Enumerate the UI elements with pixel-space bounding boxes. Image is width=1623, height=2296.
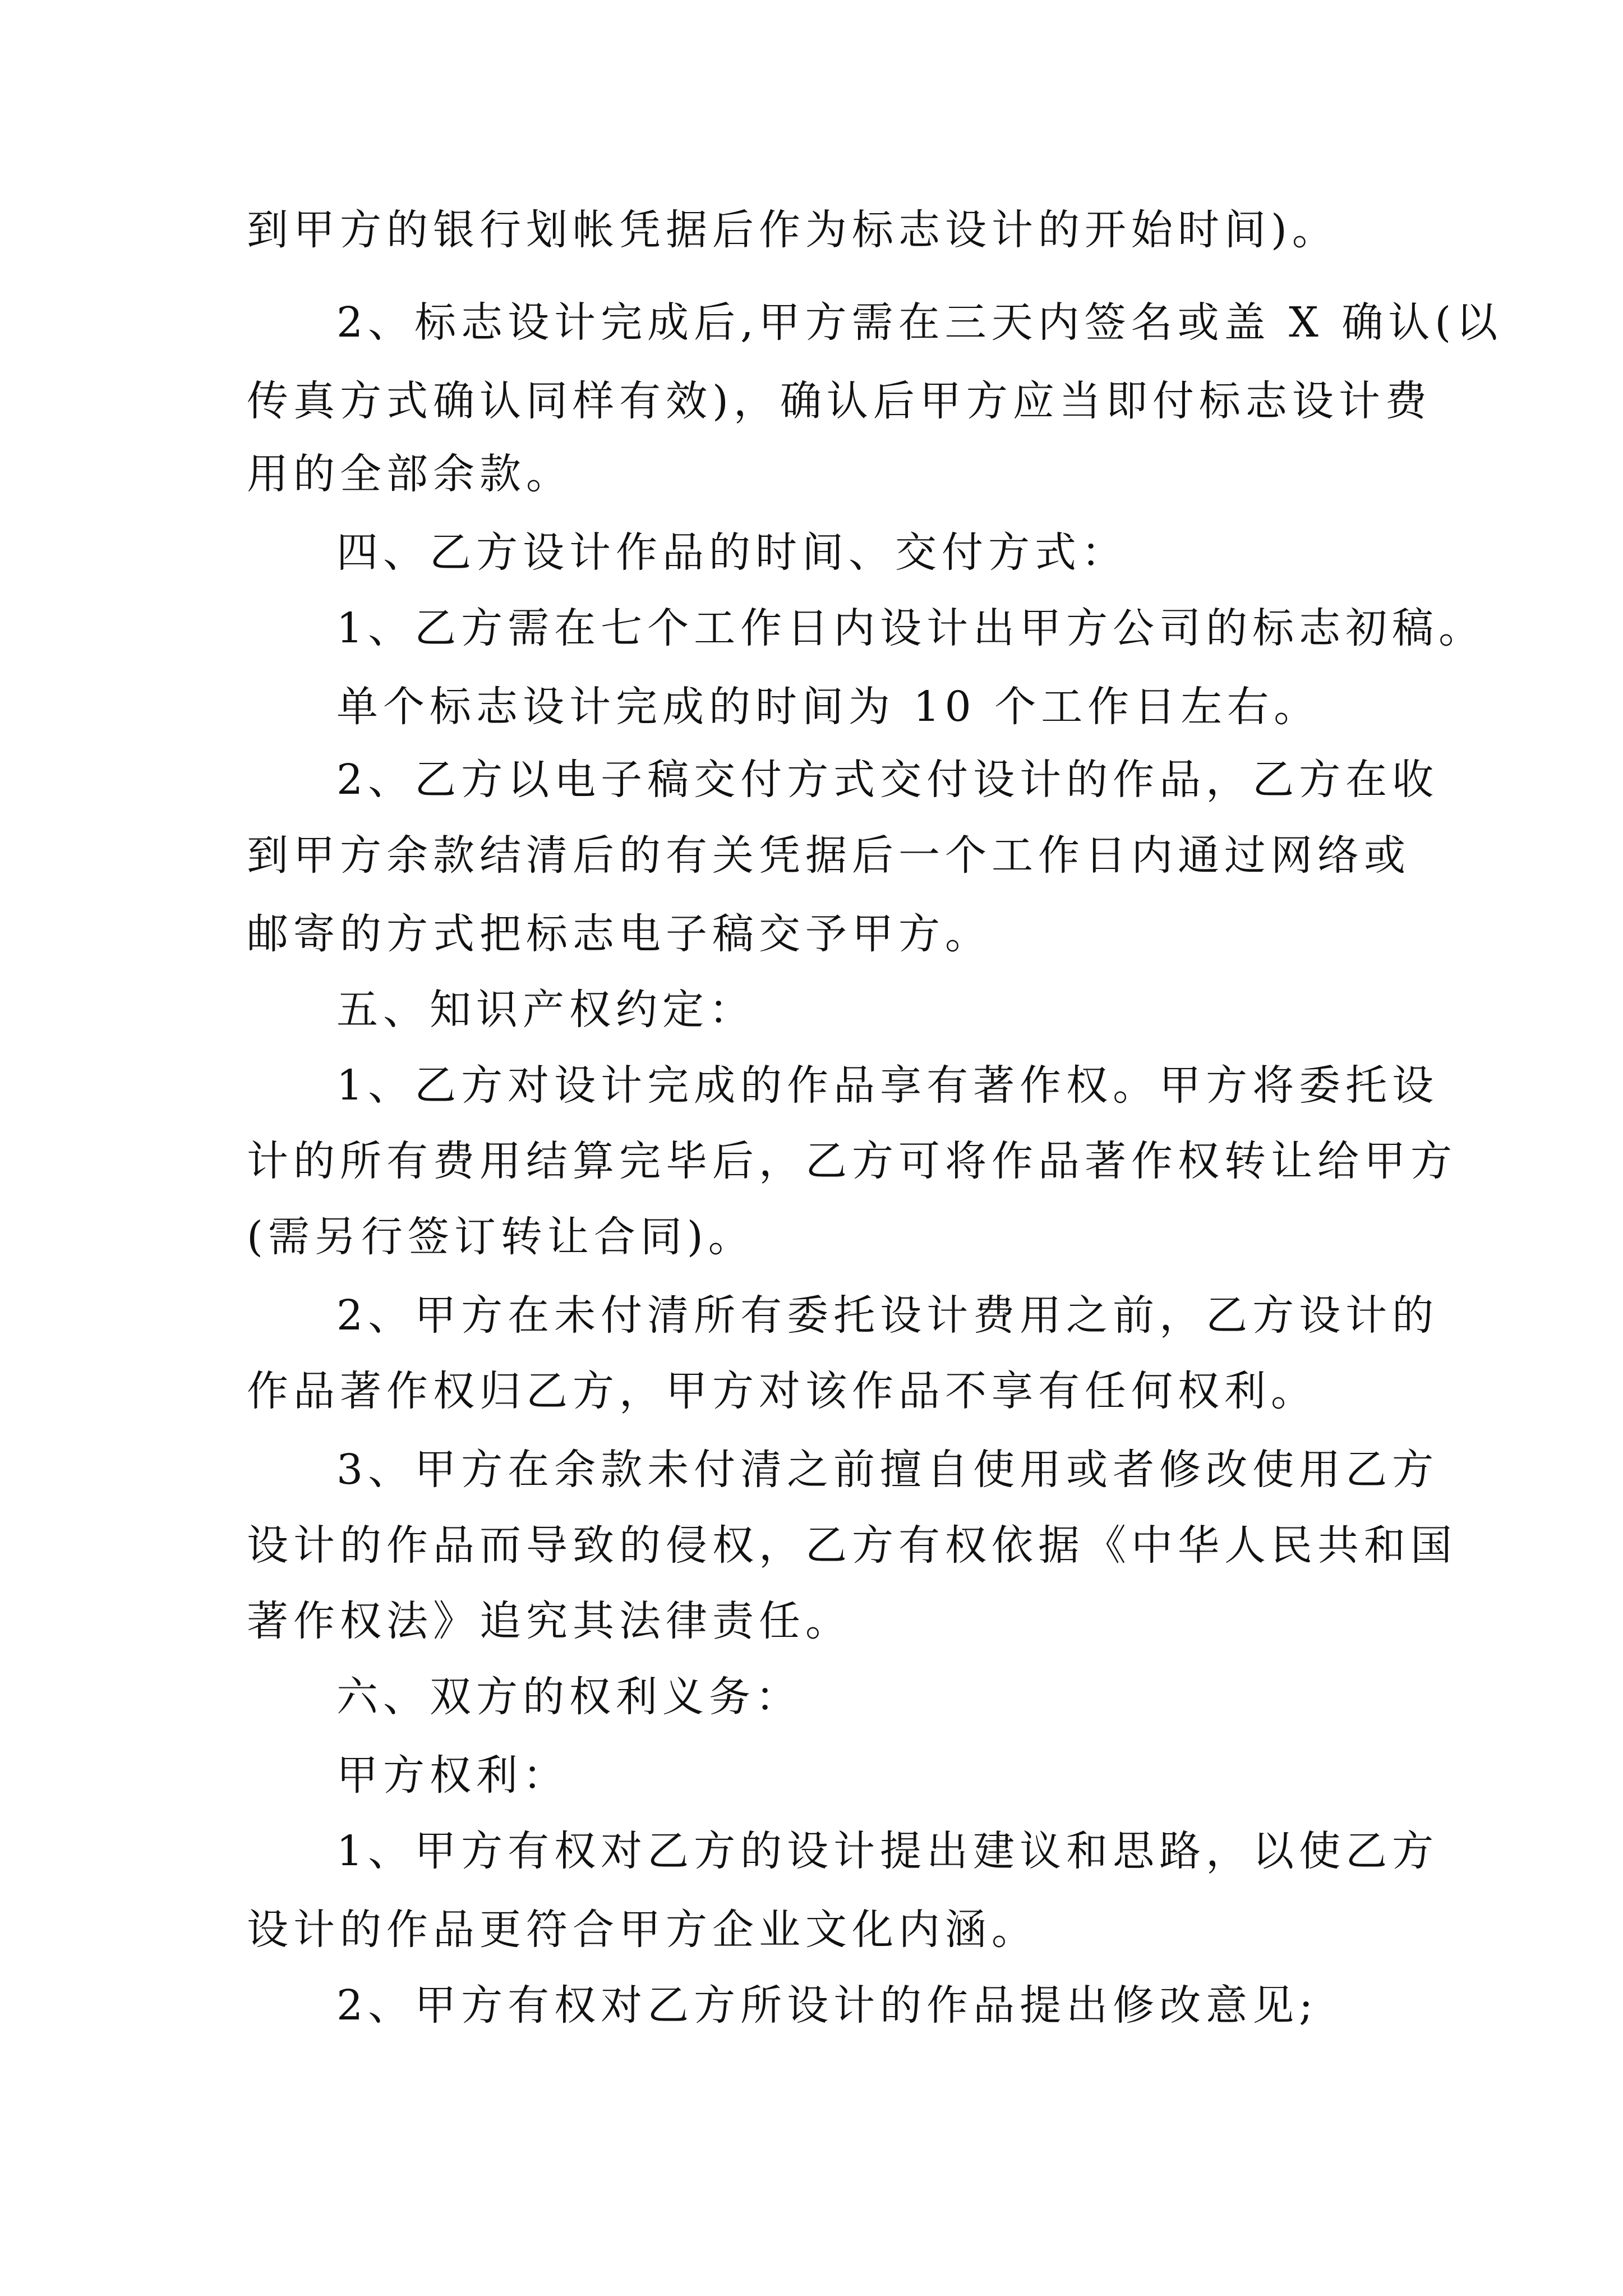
text-line: 2、乙方以电子稿交付方式交付设计的作品，乙方在收 <box>336 756 1439 804</box>
text-line: 到甲方余款结清后的有关凭据后一个工作日内通过网络或 <box>247 831 1410 880</box>
text-line: 计的所有费用结算完毕后，乙方可将作品著作权转让给甲方 <box>247 1137 1457 1185</box>
section-heading: 五、知识产权约定： <box>336 986 755 1034</box>
text-line: 设计的作品更符合甲方企业文化内涵。 <box>247 1906 1038 1954</box>
subsection-heading: 甲方权利： <box>336 1751 569 1800</box>
text-line: 到甲方的银行划帐凭据后作为标志设计的开始时间)。 <box>247 206 1339 254</box>
text-line: 单个标志设计完成的时间为 10 个工作日左右。 <box>336 683 1321 731</box>
section-heading: 六、双方的权利义务： <box>336 1673 802 1721</box>
text-line: 2、甲方在未付清所有委托设计费用之前，乙方设计的 <box>336 1291 1439 1340</box>
text-line: 作品著作权归乙方，甲方对该作品不享有任何权利。 <box>247 1367 1317 1415</box>
text-line: 邮寄的方式把标志电子稿交予甲方。 <box>247 910 992 958</box>
text-line: 3、甲方在余款未付清之前擅自使用或者修改使用乙方 <box>336 1446 1439 1494</box>
text-line: 用的全部余款。 <box>247 450 573 498</box>
text-line: 1、乙方对设计完成的作品享有著作权。甲方将委托设 <box>336 1061 1439 1110</box>
section-heading: 四、乙方设计作品的时间、交付方式： <box>336 528 1128 577</box>
text-line: 2、标志设计完成后,甲方需在三天内签名或盖 X 确认(以 <box>336 298 1503 347</box>
text-line: 2、甲方有权对乙方所设计的作品提出修改意见; <box>336 1981 1318 2030</box>
text-line: 著作权法》追究其法律责任。 <box>247 1597 852 1645</box>
text-line: 传真方式确认同样有效)，确认后甲方应当即付标志设计费 <box>247 377 1432 425</box>
text-line: 1、甲方有权对乙方的设计提出建议和思路，以使乙方 <box>336 1827 1439 1875</box>
text-line: 设计的作品而导致的侵权，乙方有权依据《中华人民共和国 <box>247 1521 1457 1570</box>
text-line: (需另行签订转让合同)。 <box>247 1213 755 1261</box>
text-line: 1、乙方需在七个工作日内设计出甲方公司的标志初稿。 <box>336 604 1486 652</box>
